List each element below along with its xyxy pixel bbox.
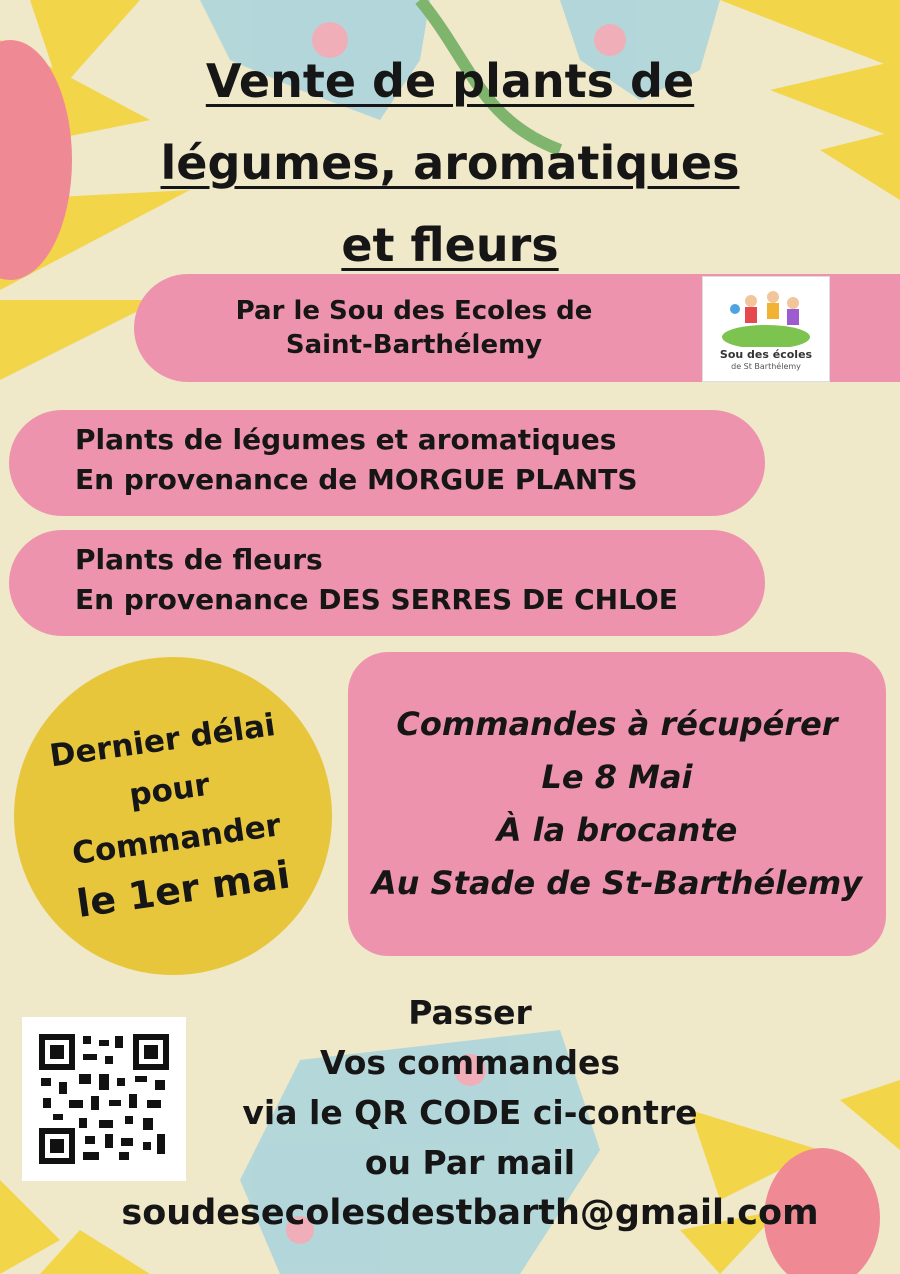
pickup-line: Au Stade de St-Barthélemy [371, 864, 863, 902]
deadline-line: Commander [69, 807, 284, 873]
organizer-text [134, 294, 694, 362]
logo-title: Sou des écoles [719, 348, 813, 361]
product-line: En provenance DES SERRES DE CHLOE [75, 583, 678, 616]
page-title [0, 40, 900, 286]
product-line: Plants de fleurs [75, 543, 323, 576]
deadline-line: Dernier délai [47, 707, 278, 775]
product-line: Plants de légumes et aromatiques [75, 423, 617, 456]
logo-subtitle: de St Barthélemy [731, 362, 801, 371]
pickup-line: À la brocante [496, 811, 738, 849]
order-line: Passer [408, 993, 532, 1032]
order-line: Vos commandes [320, 1043, 620, 1082]
organizer-banner [134, 274, 900, 382]
order-line: ou Par mail [364, 1143, 576, 1182]
pickup-line: Le 8 Mai [541, 758, 693, 796]
pickup-info-box [348, 652, 886, 956]
order-instructions [90, 988, 850, 1238]
pickup-line: Commandes à récupérer [396, 705, 838, 743]
title-line: Vente de plants de [205, 54, 695, 108]
organizer-line: Saint-Barthélemy [285, 330, 543, 360]
product-banner-flowers [9, 530, 765, 636]
order-line: via le QR CODE ci-contre [242, 1093, 698, 1132]
children-illustration-icon [721, 287, 811, 347]
deadline-badge [14, 657, 332, 975]
organizer-line: Par le Sou des Ecoles de [235, 296, 593, 326]
contact-email-link[interactable]: soudesecolesdestbarth@gmail.com [121, 1193, 819, 1233]
product-banner-vegetables [9, 410, 765, 516]
title-line: légumes, aromatiques [160, 136, 740, 190]
organizer-logo [702, 276, 830, 382]
deadline-date: le 1er mai [74, 852, 293, 926]
product-line: En provenance de MORGUE PLANTS [75, 463, 638, 496]
deadline-line: pour [126, 766, 213, 814]
title-line: et fleurs [341, 218, 559, 272]
